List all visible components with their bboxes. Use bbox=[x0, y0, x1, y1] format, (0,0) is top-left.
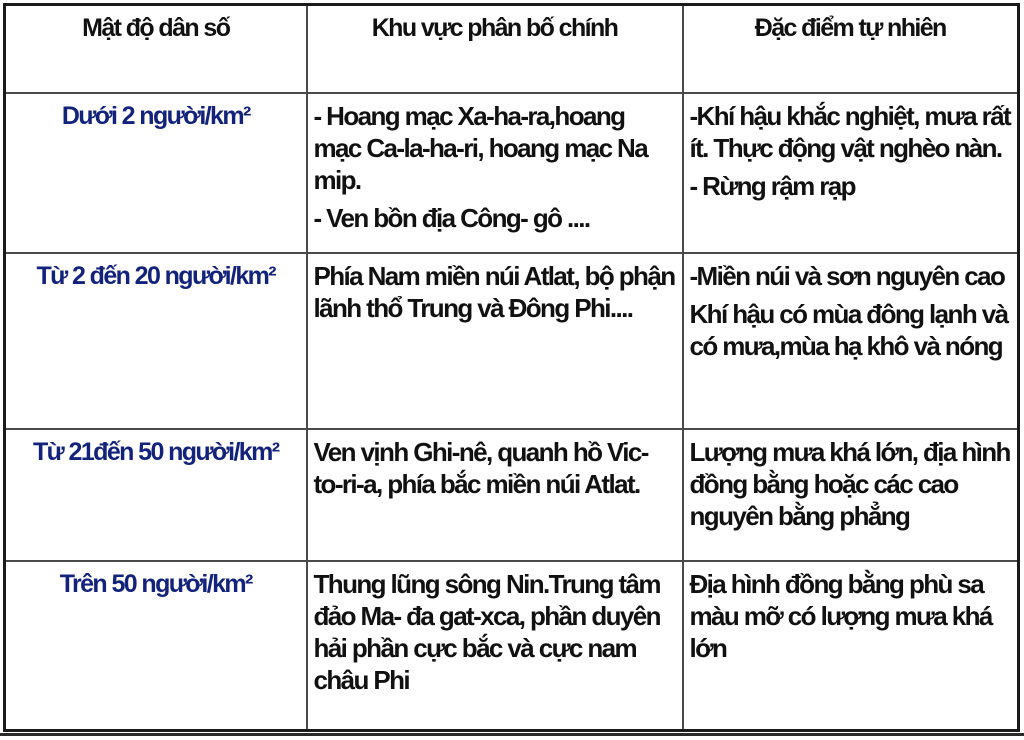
table-row bbox=[5, 253, 1019, 429]
nature-text: Khí hậu có mùa đông lạnh và có mưa,mùa hạ khô và nóng bbox=[689, 298, 1008, 361]
nature-cell bbox=[683, 429, 1019, 561]
density-cell: Từ 21đến 50 người/km² bbox=[5, 429, 307, 561]
nature-cell bbox=[683, 561, 1019, 731]
nature-text: - Rừng rậm rạp bbox=[689, 170, 855, 201]
nature-text: -Miền núi và sơn nguyên cao bbox=[689, 260, 1005, 291]
region-text: Thung lũng sông Nin.Trung tâm đảo Ma- đa gat-xca, phần duyên hải phần cực bắc và cực nam châu Phi bbox=[313, 568, 660, 695]
region-text: Ven vịnh Ghi-nê, quanh hồ Vic-to-ri-a, phía bắc miền núi Atlat. bbox=[313, 436, 648, 499]
density-cell: Dưới 2 người/km² bbox=[5, 93, 307, 253]
region-text: - Hoang mạc Xa-ha-ra,hoang mạc Ca-la-ha-ri, hoang mạc Na mip. bbox=[313, 100, 648, 195]
population-density-table bbox=[3, 3, 1020, 732]
region-cell bbox=[307, 561, 683, 731]
density-cell: Từ 2 đến 20 người/km² bbox=[5, 253, 307, 429]
region-text: - Ven bồn địa Công- gô .... bbox=[313, 202, 590, 233]
region-cell bbox=[307, 93, 683, 253]
header-density: Mật độ dân số bbox=[5, 5, 307, 93]
nature-cell bbox=[683, 93, 1019, 253]
table-row bbox=[5, 429, 1019, 561]
nature-text: Lượng mưa khá lớn, địa hình đồng bằng hoặc các cao nguyên bằng phẳng bbox=[689, 436, 1010, 531]
header-nature: Đặc điểm tự nhiên bbox=[683, 5, 1019, 93]
region-text: Phía Nam miền núi Atlat, bộ phận lãnh thổ Trung và Đông Phi.... bbox=[313, 260, 675, 323]
nature-text: Địa hình đồng bằng phù sa màu mỡ có lượng mưa khá lớn bbox=[689, 568, 992, 663]
density-cell: Trên 50 người/km² bbox=[5, 561, 307, 731]
bottom-divider bbox=[0, 733, 1024, 736]
table-row bbox=[5, 561, 1019, 731]
nature-text: -Khí hậu khắc nghiệt, mưa rất ít. Thực động vật nghèo nàn. bbox=[689, 100, 1011, 163]
nature-cell bbox=[683, 253, 1019, 429]
table-row bbox=[5, 93, 1019, 253]
region-cell bbox=[307, 429, 683, 561]
header-row bbox=[5, 5, 1019, 93]
header-region: Khu vực phân bố chính bbox=[307, 5, 683, 93]
region-cell bbox=[307, 253, 683, 429]
